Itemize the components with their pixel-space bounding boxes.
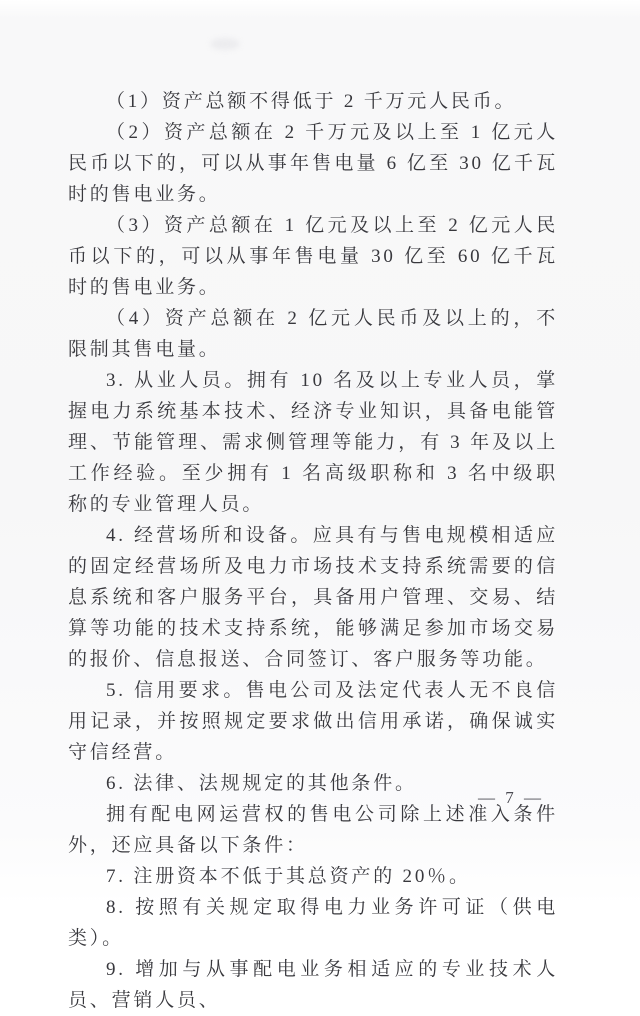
paragraph-item-12: 9. 增加与从事配电业务相适应的专业技术人员、营销人员、 — [68, 959, 558, 1011]
page-number: — 7 — — [478, 788, 544, 807]
paragraph-item-5: 3. 从业人员。拥有 10 名及以上专业人员，掌握电力系统基本技术、经济专业知识，具备电能管理、节能管理、需求侧管理等能力，有 3 年及以上工作经验。至少拥有 1 名高级职称和 3 名中级职称的专业管理人员。 — [68, 370, 558, 515]
scan-artifact — [210, 38, 240, 50]
paragraph-item-1: （1）资产总额不得低于 2 千万元人民币。 — [106, 91, 517, 112]
paragraph-item-6: 4. 经营场所和设备。应具有与售电规模相适应的固定经营场所及电力市场技术支持系统需要的信息系统和客户服务平台，具备用户管理、交易、结算等功能的技术支持系统，能够满足参加市场交易的报价、信息报送、合同签订、客户服务等功能。 — [68, 525, 558, 670]
paragraph-item-10: 7. 注册资本不低于其总资产的 20％。 — [106, 866, 471, 887]
paragraph-item-3: （3）资产总额在 1 亿元及以上至 2 亿元人民币以下的，可以从事年售电量 30 亿至 60 亿千瓦时的售电业务。 — [68, 215, 558, 298]
paragraph-item-7: 5. 信用要求。售电公司及法定代表人无不良信用记录，并按照规定要求做出信用承诺，确保诚实守信经营。 — [68, 680, 558, 763]
document-body — [68, 86, 558, 1016]
paragraph-item-9: 拥有配电网运营权的售电公司除上述准入条件外，还应具备以下条件： — [68, 804, 558, 856]
paragraph-item-8: 6. 法律、法规规定的其他条件。 — [106, 773, 417, 794]
paragraph-item-11: 8. 按照有关规定取得电力业务许可证（供电类）。 — [68, 897, 558, 949]
paragraph-item-4: （4）资产总额在 2 亿元人民币及以上的，不限制其售电量。 — [68, 308, 558, 360]
paragraph-item-2: （2）资产总额在 2 千万元及以上至 1 亿元人民币以下的，可以从事年售电量 6 亿至 30 亿千瓦时的售电业务。 — [68, 122, 558, 205]
